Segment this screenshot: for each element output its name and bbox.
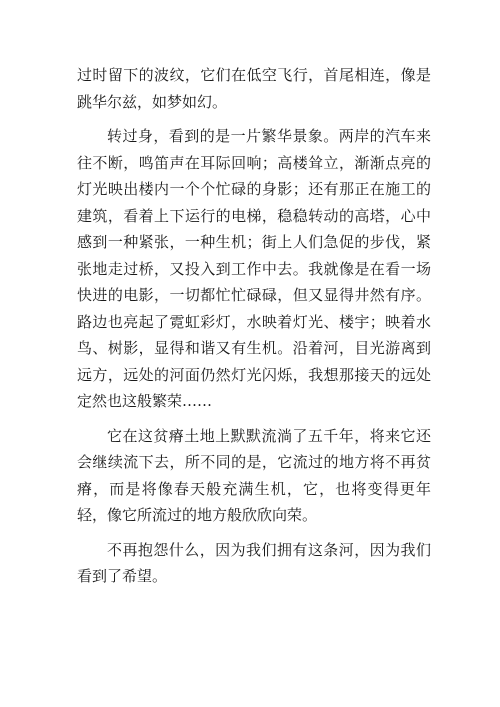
paragraph-2: 转过身，看到的是一片繁华景象。两岸的汽车来往不断，鸣笛声在耳际回响；高楼耸立，渐渐点亮的灯光映出楼内一个个忙碌的身影；还有那正在施工的建筑，看着上下运行的电梯，稳稳转动的高塔，心中感到一种紧张，一种生机；街上人们急促的步伐，紧张地走过桥，又投入到工作中去。我就像是在看一场快进的电影，一切都忙忙碌碌，但又显得井然有序。路边也亮起了霓虹彩灯，水映着灯光、楼宇；映着水鸟、树影，显得和谐又有生机。沿着河，目光游离到远方，远处的河面仍然灯光闪烁，我想那接天的远处定然也这般繁荣…… [77, 127, 431, 410]
body-text [77, 62, 431, 598]
paragraph-3: 它在这贫瘠土地上默默流淌了五千年，将来它还会继续流下去，所不同的是，它流过的地方将不再贫瘠，而是将像春天般充满生机，它，也将变得更年轻，像它所流过的地方般欣欣向荣。 [77, 426, 431, 524]
paragraph-1: 过时留下的波纹，它们在低空飞行，首尾相连，像是跳华尔兹，如梦如幻。 [77, 66, 431, 111]
paragraph-4: 不再抱怨什么，因为我们拥有这条河，因为我们看到了希望。 [77, 540, 431, 585]
